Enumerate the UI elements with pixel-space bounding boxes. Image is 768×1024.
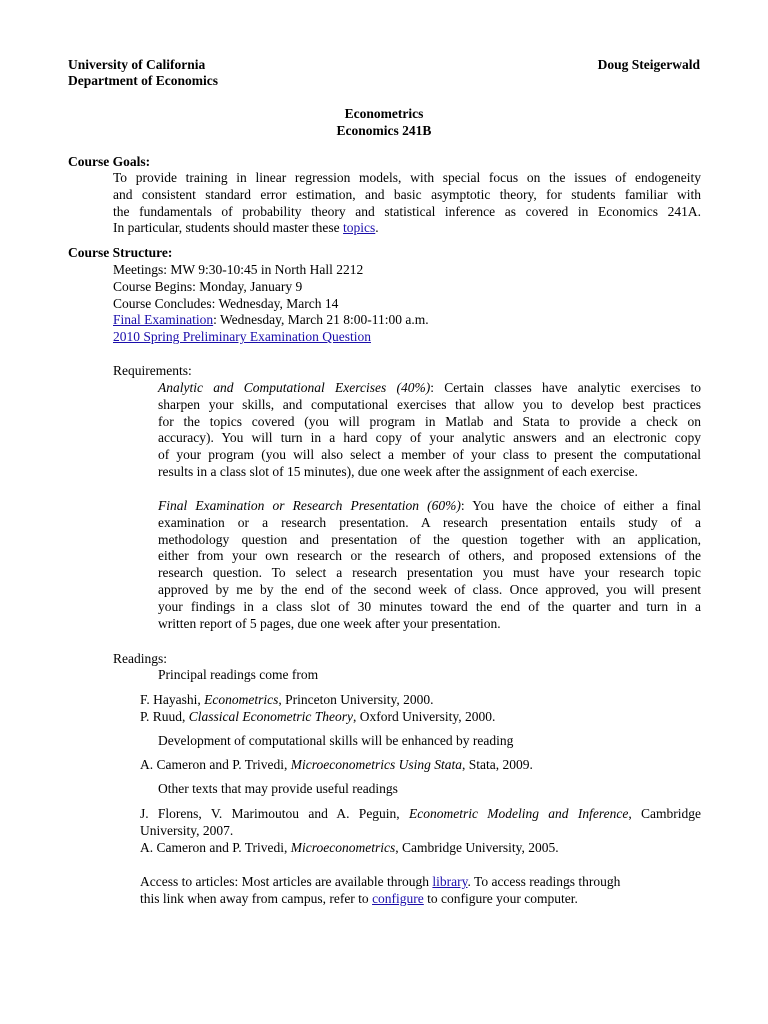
prelim-exam-link[interactable]: 2010 Spring Preliminary Examination Question [113, 329, 371, 345]
course-goals-text [113, 170, 701, 237]
department-name: Department of Economics [68, 73, 218, 88]
final-exam-line: Final Examination: Wednesday, March 21 8:00-11:00 a.m. [113, 312, 429, 328]
exercises-title: Analytic and Computational Exercises (40%) [158, 380, 431, 395]
goals-line: the fundamentals of probability theory and statistical inference as covered in Economics 241A. [113, 203, 701, 219]
reading-ruud: P. Ruud, Classical Econometric Theory, Oxford University, 2000. [140, 709, 496, 724]
course-structure-list [113, 262, 429, 346]
course-concludes-text: Course Concludes: Wednesday, March 14 [113, 295, 339, 311]
readings-label: Readings: [113, 651, 167, 666]
principal-readings-text: Principal readings come from [158, 667, 319, 682]
reading-cameron-stata: A. Cameron and P. Trivedi, Microeconometrics Using Stata, Stata, 2009. [140, 757, 533, 772]
instructor-name: Doug Steigerwald [597, 57, 700, 72]
library-link[interactable]: library [432, 874, 468, 889]
configure-link[interactable]: configure [372, 890, 424, 906]
computational-readings-text: Development of computational skills will be enhanced by reading [158, 733, 514, 748]
reading-florens: J. Florens, V. Marimoutou and A. Peguin, Econometric Modeling and Inference, Cambridge University, 2007. [140, 806, 701, 838]
reading-cameron-micro: A. Cameron and P. Trivedi, Microeconometrics, Cambridge University, 2005. [140, 840, 559, 855]
reading-hayashi: F. Hayashi, Econometrics, Princeton University, 2000. [140, 692, 434, 707]
requirements-label: Requirements: [113, 363, 192, 378]
prelim-line [113, 329, 429, 346]
topics-link[interactable]: topics [343, 220, 376, 236]
course-goals-heading: Course Goals: [68, 154, 151, 169]
course-title: Econometrics [344, 106, 424, 121]
goals-line: To provide training in linear regression models, with special focus on the issues of endogeneity [113, 170, 701, 185]
course-structure-heading: Course Structure: [68, 245, 173, 260]
final-exam-title: Final Examination or Research Presentation (60%) [158, 498, 461, 513]
course-begins-text: Course Begins: Monday, January 9 [113, 278, 303, 294]
access-articles-text: Access to articles: Most articles are available through library. To access readings through this link when away from campus, refer to configure to configure your computer. [140, 874, 621, 906]
exercises-paragraph: Analytic and Computational Exercises (40%): Certain classes have analytic exercises to sharpen your skills, and computational exercises that allow you to develop best practices for the topics covered (you will program in Matlab and Stata to provide a check on accuracy). You will turn in a hard copy of your analytic answers and an electronic copy of your program (you will also select a member of your class to present the computational results in a class slot of 15 minutes), due one week after the assignment of each exercise. [158, 380, 701, 479]
other-readings-text: Other texts that may provide useful readings [158, 781, 398, 796]
university-name: University of California [68, 57, 206, 72]
goals-line: In particular, students should master these topics. [113, 220, 379, 236]
course-number: Economics 241B [336, 123, 432, 138]
goals-line: and consistent standard error estimation, and basic asymptotic theory, for students familiar with [113, 186, 701, 202]
meetings-text: Meetings: MW 9:30-10:45 in North Hall 2212 [113, 262, 364, 277]
final-examination-link[interactable]: Final Examination [113, 312, 214, 328]
final-exam-paragraph: Final Examination or Research Presentation (60%): You have the choice of either a final examination or a research presentation. A research presentation entails study of a methodology question and presentation of the question together with an application, either from your own research or the research of others, and proposed extensions of the research question. To select a research presentation you must have your research topic approved by me by the end of the second week of class. Once approved, you will present your findings in a class slot of 30 minutes toward the end of the quarter and turn in a written report of 5 pages, due one week after your presentation. [158, 498, 702, 631]
